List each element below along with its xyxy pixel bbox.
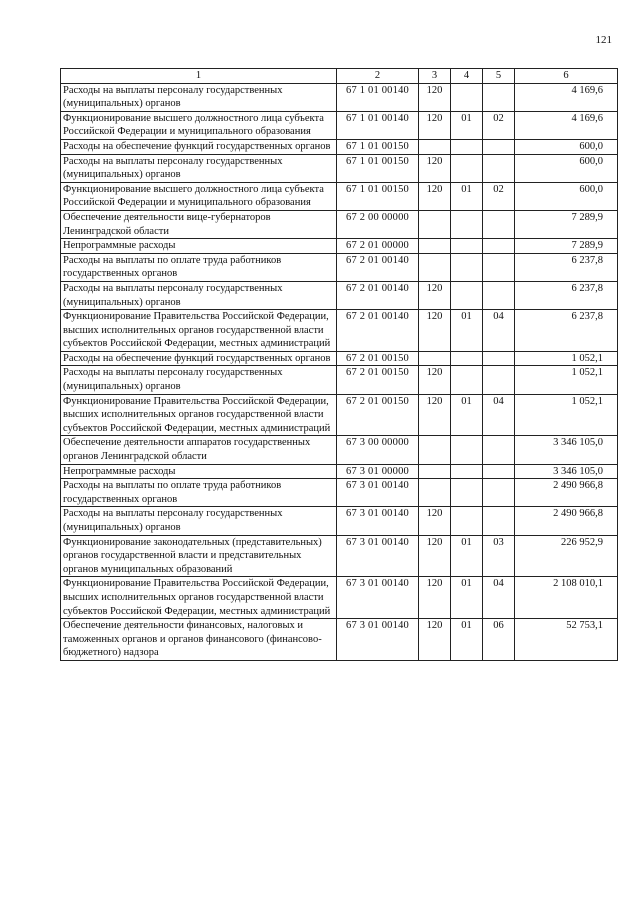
row-col3-cell: 120 [419, 366, 451, 394]
table-row [61, 210, 618, 238]
row-amount-cell: 1 052,1 [515, 351, 618, 366]
row-amount-cell: 52 753,1 [515, 619, 618, 661]
row-name-cell: Расходы на выплаты персоналу государственных (муниципальных) органов [61, 366, 337, 394]
row-code-cell: 67 2 01 00150 [337, 394, 419, 436]
table-row [61, 154, 618, 182]
row-name-cell: Расходы на выплаты персоналу государственных (муниципальных) органов [61, 507, 337, 535]
budget-table-container [60, 68, 617, 661]
row-name-cell: Расходы на обеспечение функций государственных органов [61, 139, 337, 154]
row-name-cell: Функционирование высшего должностного лица субъекта Российской Федерации и муниципального образования [61, 182, 337, 210]
table-row [61, 253, 618, 281]
row-col5-cell: 02 [483, 182, 515, 210]
row-col4-cell: 01 [451, 111, 483, 139]
row-col5-cell [483, 479, 515, 507]
row-code-cell: 67 2 01 00000 [337, 239, 419, 254]
row-name-cell: Расходы на выплаты персоналу государственных (муниципальных) органов [61, 154, 337, 182]
row-amount-cell: 3 346 105,0 [515, 436, 618, 464]
table-row [61, 479, 618, 507]
row-code-cell: 67 3 01 00140 [337, 577, 419, 619]
row-col4-cell [451, 83, 483, 111]
row-name-cell: Расходы на выплаты по оплате труда работников государственных органов [61, 479, 337, 507]
row-name-cell: Непрограммные расходы [61, 464, 337, 479]
budget-table [60, 68, 618, 661]
row-amount-cell: 600,0 [515, 139, 618, 154]
row-col5-cell [483, 436, 515, 464]
row-col4-cell [451, 436, 483, 464]
table-row [61, 366, 618, 394]
table-row [61, 535, 618, 577]
table-row [61, 83, 618, 111]
row-col3-cell [419, 351, 451, 366]
row-col3-cell: 120 [419, 507, 451, 535]
row-col3-cell [419, 239, 451, 254]
row-amount-cell: 3 346 105,0 [515, 464, 618, 479]
row-col5-cell [483, 139, 515, 154]
row-col5-cell: 04 [483, 310, 515, 352]
row-col3-cell [419, 139, 451, 154]
row-code-cell: 67 3 01 00140 [337, 507, 419, 535]
row-col5-cell: 02 [483, 111, 515, 139]
table-body [61, 83, 618, 660]
row-col5-cell: 04 [483, 577, 515, 619]
table-row [61, 139, 618, 154]
row-col4-cell [451, 464, 483, 479]
row-code-cell: 67 1 01 00140 [337, 111, 419, 139]
row-code-cell: 67 1 01 00140 [337, 83, 419, 111]
header-cell: 1 [61, 69, 337, 84]
row-amount-cell: 2 490 966,8 [515, 507, 618, 535]
row-name-cell: Непрограммные расходы [61, 239, 337, 254]
row-col5-cell [483, 281, 515, 309]
row-col5-cell [483, 366, 515, 394]
row-col5-cell [483, 351, 515, 366]
row-name-cell: Расходы на выплаты по оплате труда работников государственных органов [61, 253, 337, 281]
header-row [61, 69, 618, 84]
row-name-cell: Расходы на выплаты персоналу государственных (муниципальных) органов [61, 281, 337, 309]
table-row [61, 436, 618, 464]
row-amount-cell: 6 237,8 [515, 281, 618, 309]
row-amount-cell: 4 169,6 [515, 83, 618, 111]
row-name-cell: Функционирование законодательных (представительных) органов государственной власти и представительных органов муниципальных образований [61, 535, 337, 577]
row-code-cell: 67 3 01 00140 [337, 535, 419, 577]
row-col5-cell [483, 253, 515, 281]
row-code-cell: 67 2 01 00150 [337, 351, 419, 366]
row-col4-cell [451, 479, 483, 507]
row-col3-cell: 120 [419, 619, 451, 661]
row-col3-cell: 120 [419, 577, 451, 619]
row-amount-cell: 600,0 [515, 154, 618, 182]
row-name-cell: Обеспечение деятельности аппаратов государственных органов Ленинградской области [61, 436, 337, 464]
header-cell: 5 [483, 69, 515, 84]
row-code-cell: 67 1 01 00150 [337, 154, 419, 182]
row-name-cell: Функционирование высшего должностного лица субъекта Российской Федерации и муниципального образования [61, 111, 337, 139]
row-code-cell: 67 3 01 00000 [337, 464, 419, 479]
row-col5-cell: 04 [483, 394, 515, 436]
row-code-cell: 67 3 01 00140 [337, 479, 419, 507]
page-number: 121 [595, 34, 612, 46]
row-amount-cell: 6 237,8 [515, 253, 618, 281]
row-amount-cell: 2 108 010,1 [515, 577, 618, 619]
row-col5-cell [483, 464, 515, 479]
row-col5-cell [483, 239, 515, 254]
row-amount-cell: 7 289,9 [515, 239, 618, 254]
row-col4-cell: 01 [451, 394, 483, 436]
row-col4-cell [451, 366, 483, 394]
row-name-cell: Обеспечение деятельности вице-губернаторов Ленинградской области [61, 210, 337, 238]
row-name-cell: Функционирование Правительства Российской Федерации, высших исполнительных органов государственной власти субъектов Российской Федерации, местных администраций [61, 394, 337, 436]
row-amount-cell: 4 169,6 [515, 111, 618, 139]
row-col4-cell: 01 [451, 619, 483, 661]
table-row [61, 394, 618, 436]
row-col4-cell [451, 210, 483, 238]
row-col4-cell [451, 154, 483, 182]
row-col3-cell [419, 253, 451, 281]
row-col5-cell [483, 83, 515, 111]
row-col3-cell: 120 [419, 154, 451, 182]
table-row [61, 182, 618, 210]
row-col5-cell: 03 [483, 535, 515, 577]
row-col3-cell [419, 210, 451, 238]
table-row [61, 281, 618, 309]
table-row [61, 351, 618, 366]
table-row [61, 310, 618, 352]
row-name-cell: Функционирование Правительства Российской Федерации, высших исполнительных органов государственной власти субъектов Российской Федерации, местных администраций [61, 310, 337, 352]
row-code-cell: 67 2 01 00140 [337, 310, 419, 352]
row-name-cell: Функционирование Правительства Российской Федерации, высших исполнительных органов государственной власти субъектов Российской Федерации, местных администраций [61, 577, 337, 619]
row-amount-cell: 6 237,8 [515, 310, 618, 352]
table-row [61, 464, 618, 479]
row-col4-cell: 01 [451, 310, 483, 352]
row-col3-cell: 120 [419, 535, 451, 577]
row-col4-cell [451, 139, 483, 154]
row-name-cell: Расходы на выплаты персоналу государственных (муниципальных) органов [61, 83, 337, 111]
row-code-cell: 67 2 01 00150 [337, 366, 419, 394]
table-row [61, 507, 618, 535]
table-row [61, 577, 618, 619]
row-code-cell: 67 2 00 00000 [337, 210, 419, 238]
header-cell: 4 [451, 69, 483, 84]
row-name-cell: Расходы на обеспечение функций государственных органов [61, 351, 337, 366]
row-col4-cell: 01 [451, 535, 483, 577]
row-amount-cell: 1 052,1 [515, 366, 618, 394]
row-col3-cell: 120 [419, 83, 451, 111]
row-amount-cell: 600,0 [515, 182, 618, 210]
row-col4-cell [451, 507, 483, 535]
row-code-cell: 67 2 01 00140 [337, 281, 419, 309]
row-code-cell: 67 3 00 00000 [337, 436, 419, 464]
table-row [61, 619, 618, 661]
row-col5-cell [483, 507, 515, 535]
row-col3-cell: 120 [419, 281, 451, 309]
row-col4-cell [451, 253, 483, 281]
header-cell: 2 [337, 69, 419, 84]
table-row [61, 111, 618, 139]
row-amount-cell: 1 052,1 [515, 394, 618, 436]
row-amount-cell: 226 952,9 [515, 535, 618, 577]
table-row [61, 239, 618, 254]
row-col3-cell [419, 464, 451, 479]
header-cell: 6 [515, 69, 618, 84]
row-col4-cell [451, 281, 483, 309]
row-amount-cell: 7 289,9 [515, 210, 618, 238]
row-col4-cell: 01 [451, 182, 483, 210]
row-col3-cell: 120 [419, 111, 451, 139]
row-col5-cell [483, 210, 515, 238]
row-code-cell: 67 3 01 00140 [337, 619, 419, 661]
row-name-cell: Обеспечение деятельности финансовых, налоговых и таможенных органов и органов финансового (финансово-бюджетного) надзора [61, 619, 337, 661]
row-col3-cell [419, 479, 451, 507]
row-col3-cell [419, 436, 451, 464]
row-col3-cell: 120 [419, 310, 451, 352]
row-col3-cell: 120 [419, 394, 451, 436]
row-col5-cell [483, 154, 515, 182]
row-col4-cell [451, 351, 483, 366]
row-code-cell: 67 2 01 00140 [337, 253, 419, 281]
row-col4-cell [451, 239, 483, 254]
row-amount-cell: 2 490 966,8 [515, 479, 618, 507]
row-code-cell: 67 1 01 00150 [337, 182, 419, 210]
row-col5-cell: 06 [483, 619, 515, 661]
row-code-cell: 67 1 01 00150 [337, 139, 419, 154]
row-col4-cell: 01 [451, 577, 483, 619]
header-cell: 3 [419, 69, 451, 84]
row-col3-cell: 120 [419, 182, 451, 210]
